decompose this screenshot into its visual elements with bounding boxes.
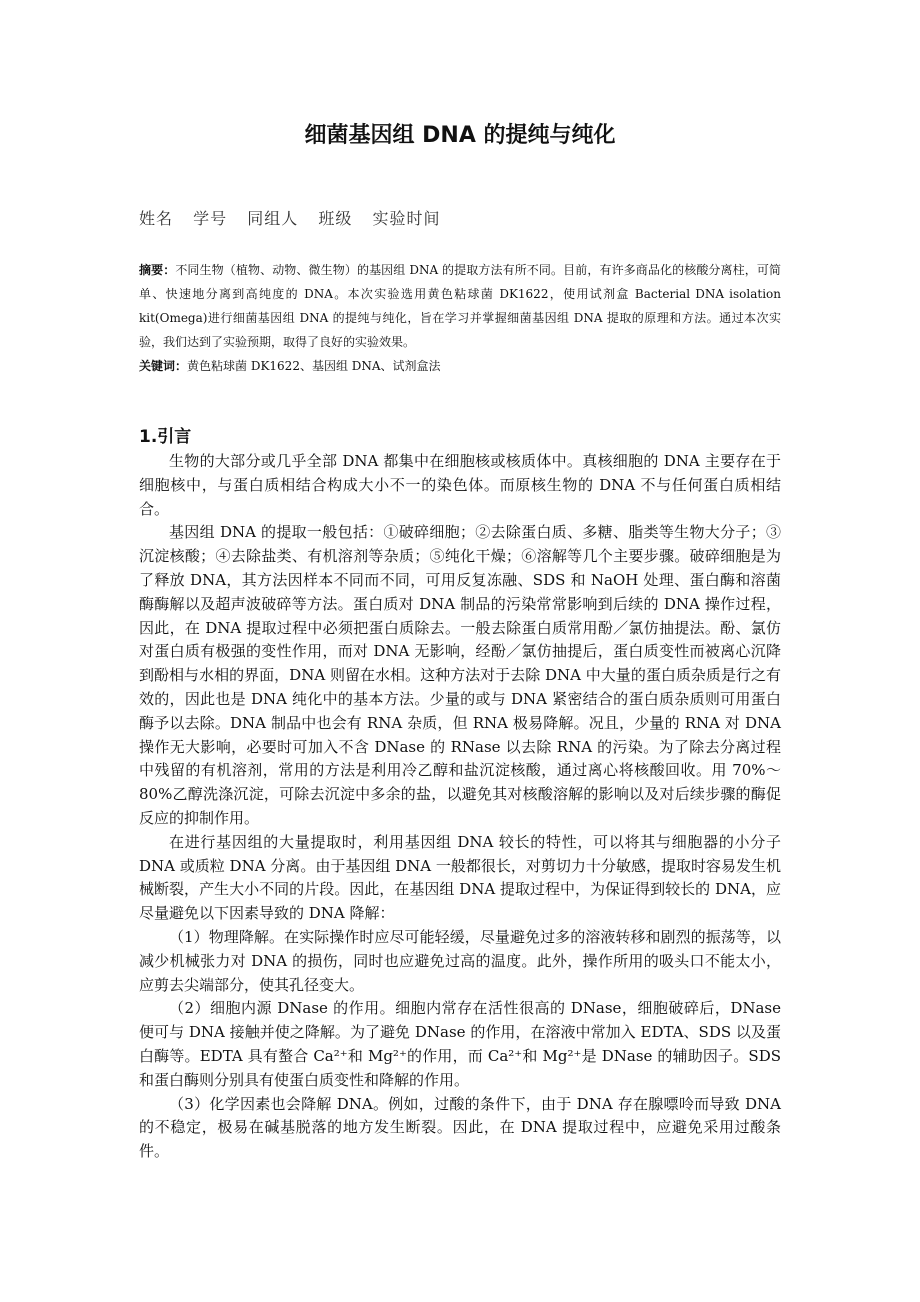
paragraph: （1）物理降解。在实际操作时应尽可能轻缓，尽量避免过多的溶液转移和剧烈的振荡等，以减少机械张力对 DNA 的损伤，同时也应避免过高的温度。此外，操作所用的吸头口不能太小，应剪去尖端部分，使其孔径变大。 [139, 927, 781, 994]
introduction-body [139, 450, 781, 1164]
author-name-field: 姓名 [139, 209, 174, 228]
paragraph: 基因组 DNA 的提取一般包括：①破碎细胞；②去除蛋白质、多糖、脂类等生物大分子；③沉淀核酸；④去除盐类、有机溶剂等杂质；⑤纯化干燥；⑥溶解等几个主要步骤。破碎细胞是为了释放 DNA，其方法因样本不同而不同，可用反复冻融、SDS 和 NaOH 处理、蛋白酶和溶菌酶酶解以及超声波破碎等方法。蛋白质对 DNA 制品的污染常常影响到后续的 DNA 操作过程，因此，在 DNA 提取过程中必须把蛋白质除去。一般去除蛋白质常用酚／氯仿抽提法。酚、氯仿对蛋白质有极强的变性作用，而对 DNA 无影响，经酚／氯仿抽提后，蛋白质变性而被离心沉降到酚相与水相的界面，DNA 则留在水相。这种方法对于去除 DNA 中大量的蛋白质杂质是行之有效的，因此也是 DNA 纯化中的基本方法。少量的或与 DNA 紧密结合的蛋白质杂质则可用蛋白酶予以去除。DNA 制品中也会有 RNA 杂质，但 RNA 极易降解。况且，少量的 RNA 对 DNA 操作无大影响，必要时可加入不含 DNase 的 RNase 以去除 RNA 的污染。为了除去分离过程中残留的有机溶剂，常用的方法是利用冷乙醇和盐沉淀核酸，通过离心将核酸回收。用 70%～80%乙醇洗涤沉淀，可除去沉淀中多余的盐，以避免其对核酸溶解的影响以及对后续步骤的酶促反应的抑制作用。 [139, 523, 781, 827]
student-id-field: 学号 [193, 209, 228, 228]
experiment-date-field: 实验时间 [372, 209, 441, 228]
paragraph: 生物的大部分或几乎全部 DNA 都集中在细胞核或核质体中。真核细胞的 DNA 主要存在于细胞核中，与蛋白质相结合构成大小不一的染色体。而原核生物的 DNA 不与任何蛋白质相结合。 [139, 452, 781, 518]
keywords-label: 关键词： [139, 359, 188, 373]
keywords [139, 355, 781, 377]
abstract [139, 258, 781, 354]
section-heading-introduction: 1.引言 [139, 427, 192, 447]
class-field: 班级 [318, 209, 353, 228]
document-title: 细菌基因组 DNA 的提纯与纯化 [304, 123, 616, 148]
paragraph: 在进行基因组的大量提取时，利用基因组 DNA 较长的特性，可以将其与细胞器的小分子 DNA 或质粒 DNA 分离。由于基因组 DNA 一般都很长，对剪切力十分敏感，提取时容易发生机械断裂，产生大小不同的片段。因此，在基因组 DNA 提取过程中，为保证得到较长的 DNA，应尽量避免以下因素导致的 DNA 降解： [139, 832, 781, 923]
abstract-text: 不同生物（植物、动物、微生物）的基因组 DNA 的提取方法有所不同。目前，有许多商品化的核酸分离柱，可简单、快速地分离到高纯度的 DNA。本次实验选用黄色粘球菌 DK1622，使用试剂盒 Bacterial DNA isolation kit(Omega)进行细菌基因组 DNA 的提纯与纯化，旨在学习并掌握细菌基因组 DNA 提取的原理和方法。通过本次实验，我们达到了实验预期，取得了良好的实验效果。 [139, 263, 781, 349]
abstract-label: 摘要： [139, 263, 176, 277]
paragraph: （3）化学因素也会降解 DNA。例如，过酸的条件下，由于 DNA 存在腺嘌呤而导致 DNA 的不稳定，极易在碱基脱落的地方发生断裂。因此，在 DNA 提取过程中，应避免采用过酸条件。 [139, 1094, 781, 1161]
partner-field: 同组人 [247, 209, 299, 228]
author-info-line [139, 207, 454, 231]
keywords-text: 黄色粘球菌 DK1622、基因组 DNA、试剂盒法 [187, 359, 441, 373]
paragraph: （2）细胞内源 DNase 的作用。细胞内常存在活性很高的 DNase，细胞破碎后，DNase 便可与 DNA 接触并使之降解。为了避免 DNase 的作用，在溶液中常加入 EDTA、SDS 以及蛋白酶等。EDTA 具有螯合 Ca²⁺和 Mg²⁺的作用，而 Ca²⁺和 Mg²⁺是 DNase 的辅助因子。SDS 和蛋白酶则分别具有使蛋白质变性和降解的作用。 [139, 999, 781, 1089]
